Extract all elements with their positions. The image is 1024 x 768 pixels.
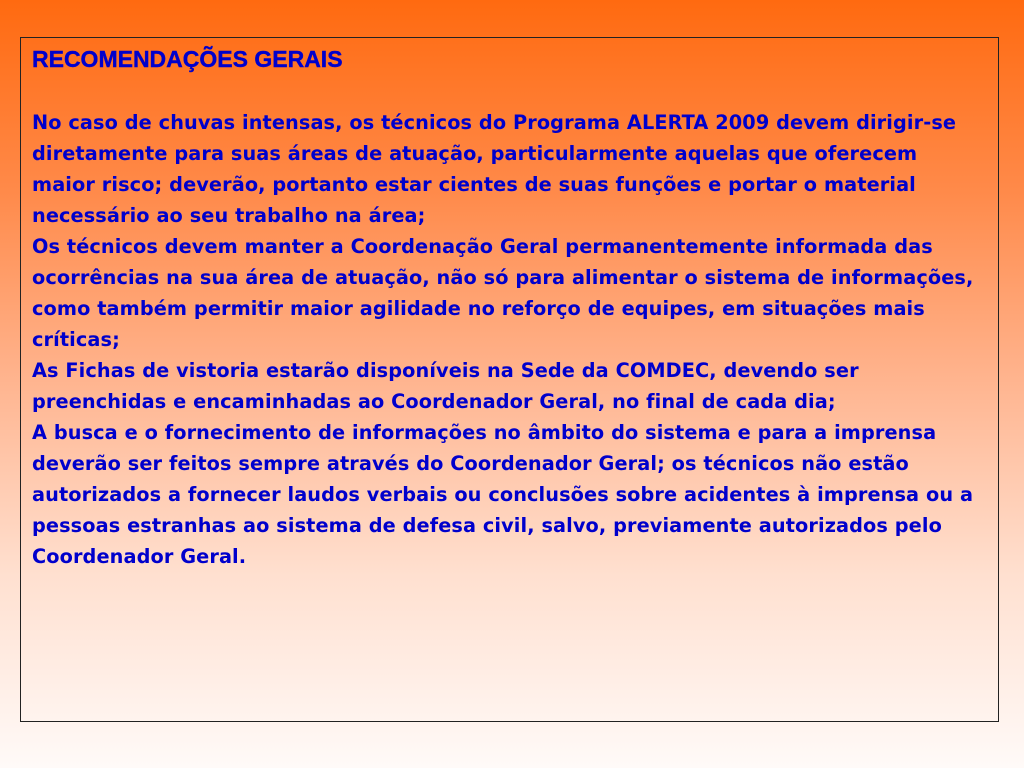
text-box bbox=[20, 37, 999, 722]
slide-title: RECOMENDAÇÕES GERAIS bbox=[32, 46, 343, 72]
paragraph-2: Os técnicos devem manter a Coordenação Geral permanentemente informada das ocorrências na sua área de atuação, não só para alimentar o sistema de informações, como também permitir maior agilidade no reforço de equipes, em situações mais críticas; bbox=[32, 235, 974, 351]
paragraph-3: As Fichas de vistoria estarão disponíveis na Sede da COMDEC, devendo ser preenchidas e encaminhadas ao Coordenador Geral, no final de cada dia; bbox=[32, 359, 859, 413]
paragraph-4: A busca e o fornecimento de informações no âmbito do sistema e para a imprensa deverão ser feitos sempre através do Coordenador Geral; os técnicos não estão autorizados a fornecer laudos verbais ou conclusões sobre acidentes à imprensa ou a pessoas estranhas ao sistema de defesa civil, salvo, previamente autorizados pelo Coordenador Geral. bbox=[32, 421, 974, 568]
paragraph-1: No caso de chuvas intensas, os técnicos do Programa ALERTA 2009 devem dirigir-se diretamente para suas áreas de atuação, particularmente aquelas que oferecem maior risco; deverão, portanto estar cientes de suas funções e portar o material necessário ao seu trabalho na área; bbox=[32, 111, 957, 227]
